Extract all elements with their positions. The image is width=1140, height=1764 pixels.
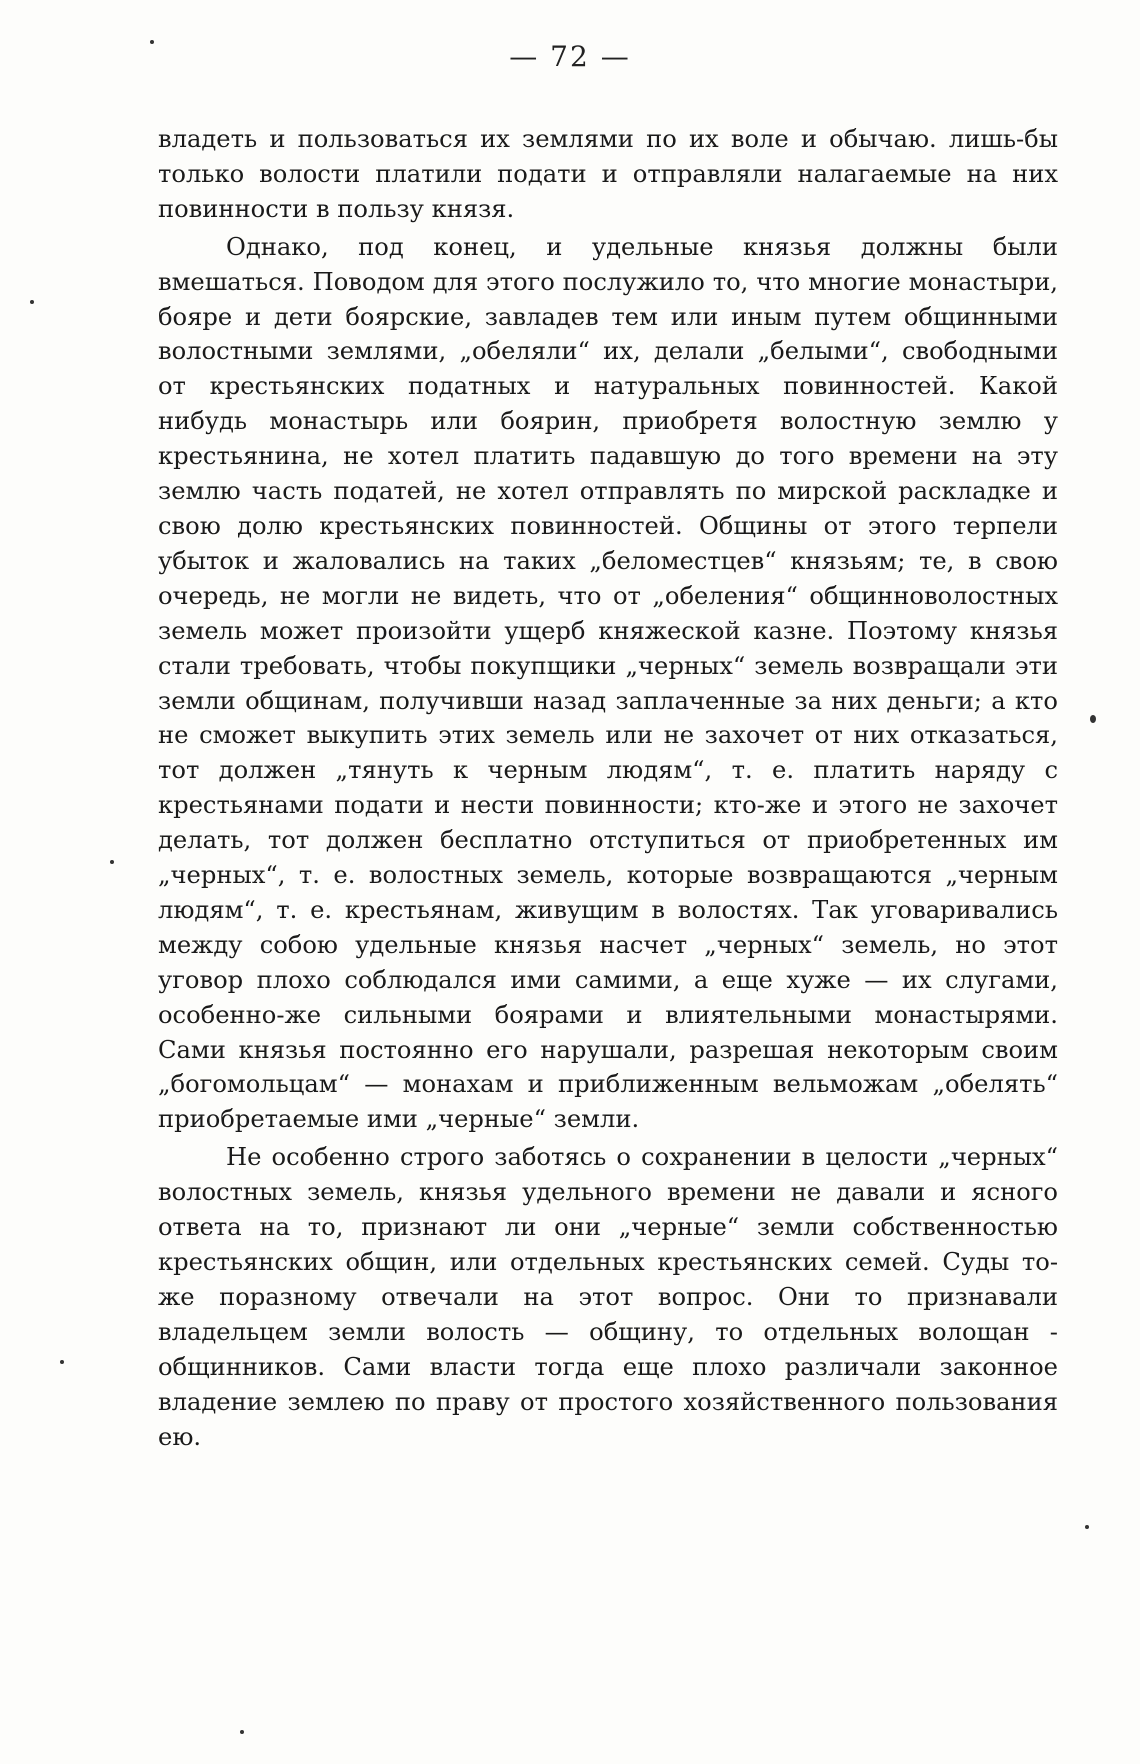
body-text xyxy=(158,122,1058,1454)
paragraph-3: Не особенно строго заботясь о сохранении в целости „черных“ волостных земель, князья удельного времени не давали и ясного ответа на то, признают ли они „черные“ земли собственностью крестьянских общин, или отдельных крестьянских семей. Суды то-же поразному отвечали на этот вопрос. Они то признавали владельцем земли волость — общину, то отдельных волощан - общинников. Сами власти тогда еще плохо различали законное владение землею по праву от простого хозяйственного пользования ею. xyxy=(158,1143,1058,1451)
scan-speck xyxy=(60,1360,64,1364)
scan-speck xyxy=(1090,715,1096,723)
scan-speck xyxy=(30,300,34,304)
scan-speck xyxy=(240,1730,244,1734)
paragraph-1: владеть и пользоваться их землями по их воле и обычаю. лишь-бы только волости платили подати и отправляли налагаемые на них повинности в пользу князя. xyxy=(158,125,1058,223)
scan-speck xyxy=(150,40,154,44)
paragraph-2: Однако, под конец, и удельные князья должны были вмешаться. Поводом для этого послужило то, что многие монастыри, бояре и дети боярские, завладев тем или иным путем общинными волостными землями, „обеляли“ их, делали „белыми“, свободными от крестьянских податных и натуральных повинностей. Какой нибудь монастырь или боярин, приобретя волостную землю у крестьянина, не хотел платить падавшую до того времени на эту землю часть податей, не хотел отправлять по мирской раскладке и свою долю крестьянских повинностей. Общины от этого терпели убыток и жаловались на таких „беломестцев“ князьям; те, в свою очередь, не могли не видеть, что от „обеления“ общинноволостных земель может произойти ущерб княжеской казне. Поэтому князья стали требовать, чтобы покупщики „черных“ земель возвращали эти земли общинам, получивши назад заплаченные за них деньги; а кто не сможет выкупить этих земель или не захочет от них отказаться, тот должен „тянуть к черным людям“, т. е. платить наряду с крестьянами подати и нести повинности; кто-же и этого не захочет делать, тот должен бесплатно отступиться от приобретенных им „черных“, т. е. волостных земель, которые возвращаются „черным людям“, т. е. крестьянам, живущим в волостях. Так уговаривались между собою удельные князья насчет „черных“ земель, но этот уговор плохо соблюдался ими самими, а еще хуже — их слугами, особенно-же сильными боярами и влиятельными монастырями. Сами князья постоянно его нарушали, разрешая некоторым своим „богомольцам“ — монахам и приближенным вельможам „обелять“ приобретаемые ими „черные“ земли. xyxy=(158,232,1058,1134)
scan-speck xyxy=(110,860,114,864)
page-number: — 72 — xyxy=(509,40,631,73)
scan-speck xyxy=(1085,1525,1089,1529)
